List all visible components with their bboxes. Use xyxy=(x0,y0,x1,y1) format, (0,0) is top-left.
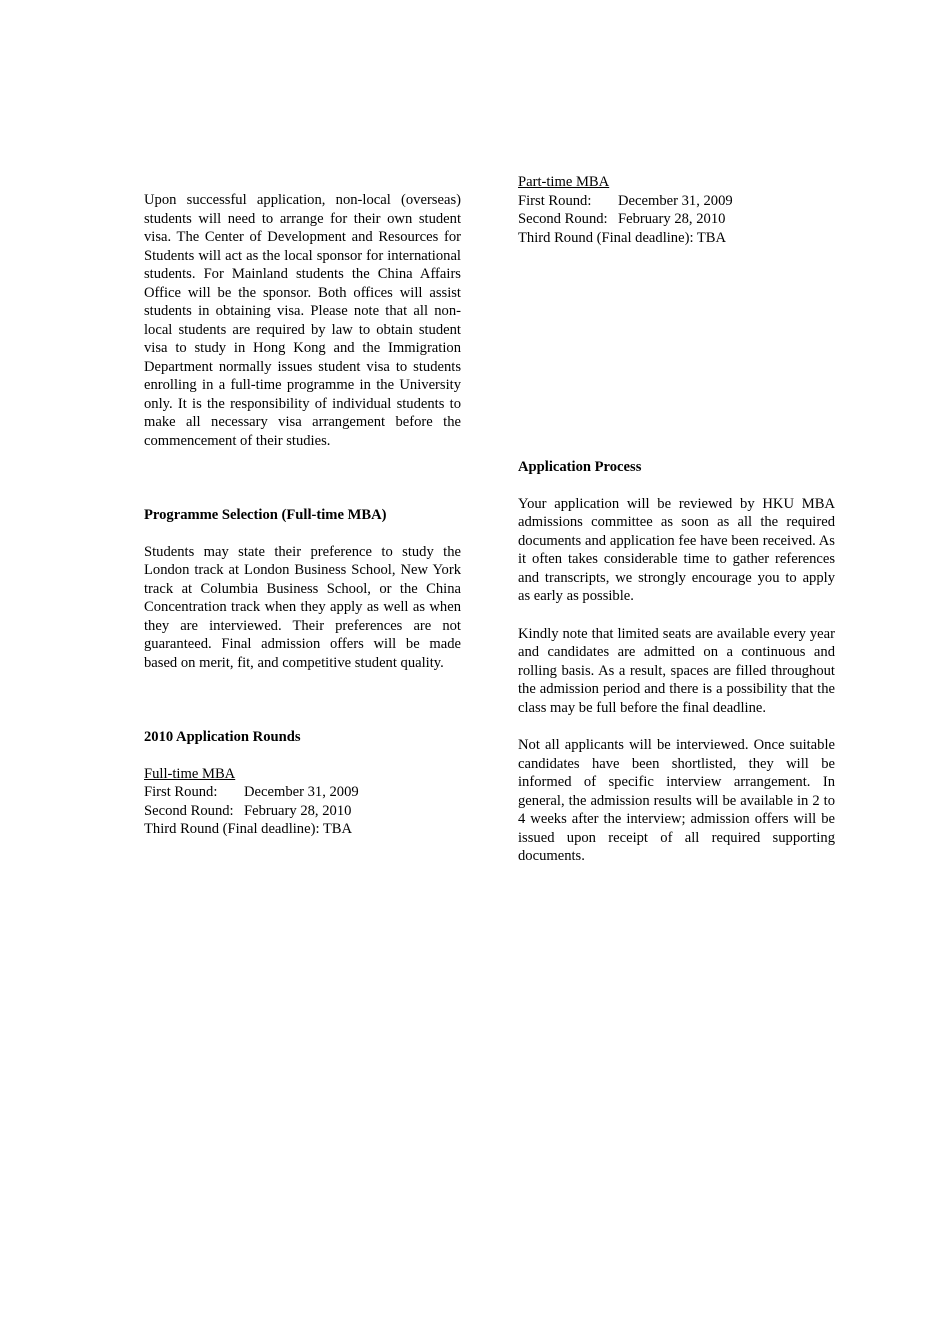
second-round-date: February 28, 2010 xyxy=(244,802,352,819)
process-paragraph-1: Your application will be reviewed by HKU MBA admissions committee as soon as all the required documents and application fee have been received. As it often takes considerable time to gather references and transcripts, we strongly encourage you to apply as early as possible. xyxy=(518,495,835,604)
first-round-label: First Round: xyxy=(518,192,592,209)
first-round-date: December 31, 2009 xyxy=(244,784,359,800)
first-round-date: December 31, 2009 xyxy=(618,192,733,209)
parttime-first-round xyxy=(518,192,835,211)
fulltime-first-round xyxy=(144,783,461,802)
parttime-rounds xyxy=(518,173,835,247)
fulltime-rounds xyxy=(144,765,461,839)
process-paragraph-2: Kindly note that limited seats are available every year and candidates are admitted on a continuous and rolling basis. As a result, spaces are filled throughout the admission period and there is a possibility that the class may be full before the final deadline. xyxy=(518,625,835,716)
left-column xyxy=(144,191,461,839)
process-paragraph-3: Not all applicants will be interviewed. Once suitable candidates have been shortlisted, they will be informed of specific interview arrangement. In general, the admission results will be available in 2 to 4 weeks after the interview; admission offers will be issued upon receipt of all required supporting documents. xyxy=(518,737,835,864)
application-rounds-heading: 2010 Application Rounds xyxy=(144,729,301,745)
programme-selection-heading: Programme Selection (Full-time MBA) xyxy=(144,507,387,523)
programme-selection-paragraph: Students may state their preference to study the London track at London Business School, New York track at Columbia Business School, or the China Concentration track when they apply as well as when they are interviewed. Their preferences are not guaranteed. Final admission offers will be made based on merit, fit, and competitive student quality. xyxy=(144,543,461,671)
application-process-heading: Application Process xyxy=(518,459,642,475)
right-column xyxy=(518,173,835,866)
fulltime-third-round: Third Round (Final deadline): TBA xyxy=(144,821,353,837)
second-round-date: February 28, 2010 xyxy=(618,211,726,227)
parttime-second-round xyxy=(518,210,835,229)
first-round-label: First Round: xyxy=(144,784,218,800)
visa-paragraph: Upon successful application, non-local (overseas) students will need to arrange for their own student visa. The Center of Development and Resources for Students will act as the local sponsor for international students. For Mainland students the China Affairs Office will be the sponsor. Both offices will assist students in obtaining visa. Please note that all non-local students are required by law to obtain student visa to study in Hong Kong and the Immigration Department normally issues student visa to students enrolling in a full-time programme in the University only. It is the responsibility of individual students to make all necessary visa arrangement before the commencement of their studies. xyxy=(144,192,461,449)
parttime-third-round: Third Round (Final deadline): TBA xyxy=(518,229,727,246)
second-round-label: Second Round: xyxy=(144,802,234,819)
fulltime-mba-title: Full-time MBA xyxy=(144,765,236,782)
parttime-mba-title: Part-time MBA xyxy=(518,174,610,190)
fulltime-second-round xyxy=(144,802,461,821)
second-round-label: Second Round: xyxy=(518,211,608,227)
